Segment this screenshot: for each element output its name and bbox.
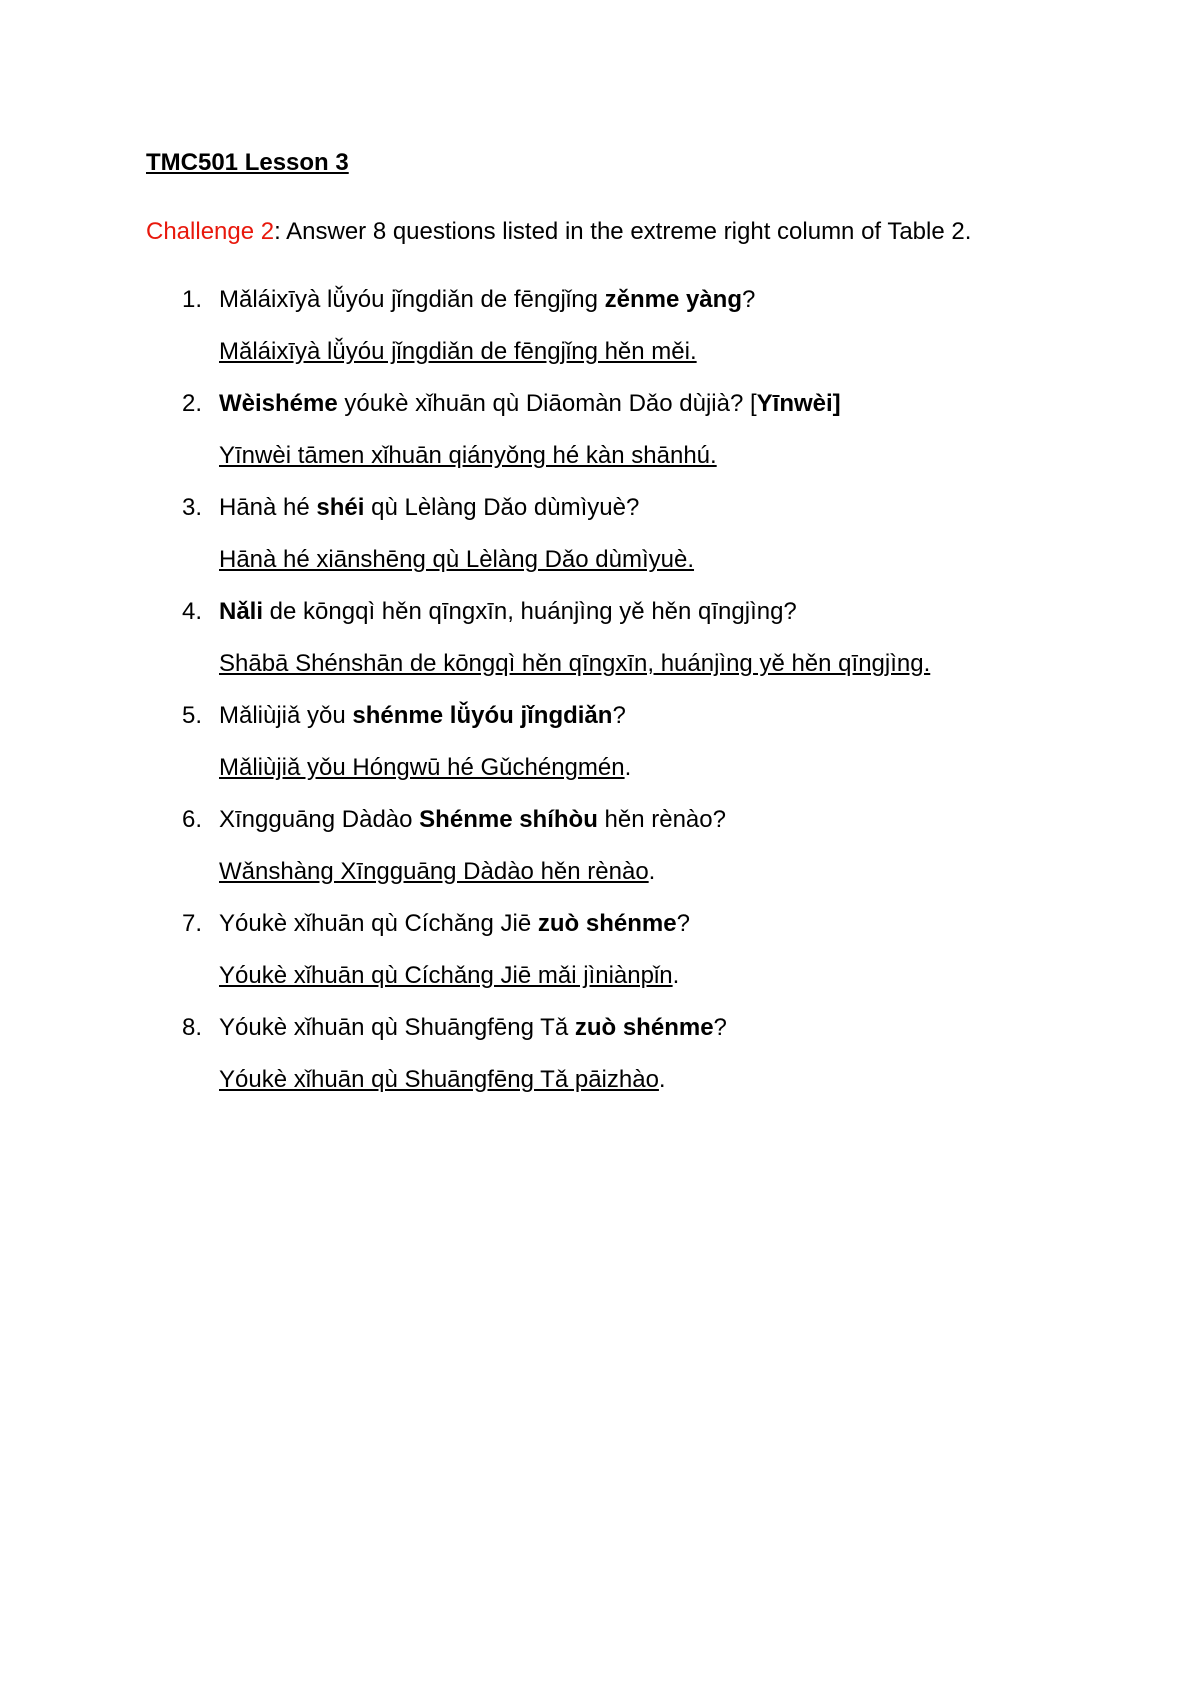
answer-segment: . [648, 858, 656, 885]
question-segment: ? [676, 910, 690, 937]
question-text [219, 910, 690, 938]
question-keyword: zěnme yàng [604, 286, 742, 313]
question-keyword: Nǎli [219, 598, 264, 625]
question-segment: de kōngqì hěn qīngxīn, huánjìng yě hěn qīngjìng? [263, 598, 797, 625]
challenge-text: Answer 8 questions listed in the extreme right column of Table 2. [280, 218, 972, 245]
question-number: 3. [182, 494, 203, 521]
answer-text [219, 546, 694, 574]
list-item [0, 910, 1200, 1014]
question-keyword: Yīnwèi] [756, 390, 841, 417]
question-segment: Yóukè xǐhuān qù Shuāngfēng Tǎ [219, 1014, 575, 1041]
question-number: 7. [182, 910, 203, 937]
list-item [0, 598, 1200, 702]
question-segment: ? [741, 286, 756, 313]
question-text [219, 1014, 727, 1042]
question-list [0, 286, 1200, 1118]
question-keyword: zuò shénme [537, 910, 677, 937]
challenge-colon: : [274, 218, 281, 245]
answer-segment: . [658, 1066, 666, 1093]
question-text [219, 286, 755, 314]
answer-segment: . [672, 962, 680, 989]
question-segment: ? [612, 702, 626, 729]
answer-underlined: Yóukè xǐhuān qù Shuāngfēng Tǎ pāizhào [219, 1066, 659, 1093]
question-segment: qù Lèlàng Dǎo dùmìyuè? [364, 494, 640, 521]
answer-underlined: Hānà hé xiānshēng qù Lèlàng Dǎo dùmìyuè. [219, 546, 695, 573]
question-text [219, 806, 726, 834]
answer-underlined: Wǎnshàng Xīngguāng Dàdào hěn rènào [219, 858, 649, 885]
challenge-intro [146, 218, 971, 246]
document-title: TMC501 Lesson 3 [146, 149, 349, 176]
list-item [0, 1014, 1200, 1118]
question-segment: Mǎliùjiǎ yǒu [219, 702, 353, 729]
question-keyword: Wèishéme [219, 390, 338, 417]
question-text [219, 598, 797, 626]
question-keyword: shéi [316, 494, 365, 521]
question-segment: Hānà hé [219, 494, 317, 521]
question-number: 4. [182, 598, 203, 625]
question-text [219, 494, 639, 522]
answer-text [219, 650, 930, 678]
question-segment: hěn rènào? [597, 806, 726, 833]
answer-text [219, 962, 679, 990]
answer-underlined: Yóukè xǐhuān qù Cíchǎng Jiē mǎi jìniànpǐn [219, 962, 673, 989]
answer-segment: . [624, 754, 632, 781]
question-number: 5. [182, 702, 203, 729]
question-number: 8. [182, 1014, 203, 1041]
question-text [219, 702, 626, 730]
challenge-label: Challenge 2 [146, 218, 275, 245]
answer-underlined: Mǎliùjiǎ yǒu Hóngwū hé Gǔchéngmén [219, 754, 625, 781]
question-segment: yóukè xǐhuān qù Diāomàn Dǎo dùjià? [ [337, 390, 757, 417]
list-item [0, 806, 1200, 910]
list-item [0, 702, 1200, 806]
list-item [0, 286, 1200, 390]
question-keyword: shénme lǚyóu jǐngdiǎn [352, 702, 613, 729]
question-segment: Xīngguāng Dàdào [219, 806, 420, 833]
answer-underlined: Mǎláixīyà lǚyóu jǐngdiǎn de fēngjǐng hěn měi. [219, 338, 697, 365]
question-segment: Yóukè xǐhuān qù Cíchǎng Jiē [219, 910, 538, 937]
question-number: 1. [182, 286, 203, 313]
question-segment: Mǎláixīyà lǚyóu jǐngdiǎn de fēngjǐng [219, 286, 605, 313]
answer-underlined: Yīnwèi tāmen xǐhuān qiányǒng hé kàn shānhú. [219, 442, 717, 469]
question-number: 6. [182, 806, 203, 833]
answer-underlined: Shābā Shénshān de kōngqì hěn qīngxīn, huánjìng yě hěn qīngjìng. [219, 650, 931, 677]
answer-text [219, 1066, 666, 1094]
question-segment: ? [713, 1014, 727, 1041]
answer-text [219, 858, 655, 886]
question-number: 2. [182, 390, 203, 417]
question-text [219, 390, 841, 418]
question-keyword: zuò shénme [574, 1014, 714, 1041]
answer-text [219, 338, 697, 366]
list-item [0, 390, 1200, 494]
question-keyword: Shénme shíhòu [419, 806, 598, 833]
list-item [0, 494, 1200, 598]
answer-text [219, 442, 717, 470]
answer-text [219, 754, 631, 782]
